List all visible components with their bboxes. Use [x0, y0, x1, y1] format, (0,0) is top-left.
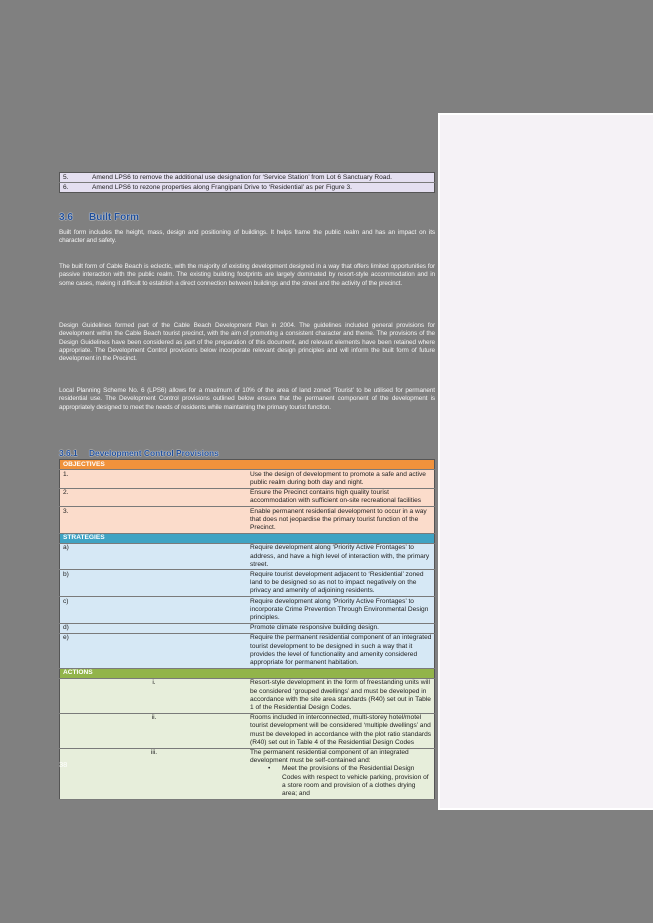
row-number: 1.	[60, 470, 248, 488]
table-row	[60, 570, 435, 597]
body-paragraph: The built form of Cable Beach is eclectic, with the majority of existing development designed in a way that offers limited opportunities for passive interaction with the public realm. The existing building footprints are largely dominated by resort-style accommodation and in some cases, making it difficult to establish a direct connection between buildings and the street and the activity of the precinct.	[59, 263, 435, 287]
subsection-title: Development Control Provisions	[89, 448, 219, 458]
row-number: i.	[60, 678, 248, 713]
row-number: 6.	[60, 183, 90, 193]
body-paragraph: Built form includes the height, mass, design and positioning of buildings. It helps frame the public realm and has an impact on its character and safety.	[59, 229, 435, 245]
row-text: Ensure the Precinct contains high quality tourist accommodation with sufficient on-site recreational facilities	[247, 488, 435, 506]
section-number: 3.6	[59, 212, 73, 223]
row-text: Require tourist development adjacent to ‘Residential’ zoned land to be designed so as not to impact negatively on the privacy and amenity of adjoining residents.	[247, 570, 435, 597]
table-row	[60, 623, 435, 633]
comment-pane[interactable]	[438, 113, 653, 810]
body-paragraph: Design Guidelines formed part of the Cable Beach Development Plan in 2004. The guidelines included general provisions for development within the Cable Beach tourist precinct, with the aim of promoting a consistent character and theme. The provisions of the Design Guidelines have been considered as part of the preparation of this document, and relevant elements have been retained where appropriate. The Development Control provisions below incorporate relevant design principles and will inform the built form of future development in the Precinct.	[59, 322, 435, 363]
page-number: 38	[59, 760, 68, 769]
row-number: 3.	[60, 507, 248, 534]
row-number: a)	[60, 543, 248, 570]
table-row	[60, 183, 435, 193]
table-row	[60, 678, 435, 713]
objectives-header: OBJECTIVES	[60, 460, 435, 470]
bullet-text: Meet the provisions of the Residential Design Codes with respect to vehicle parking, provision of a store room and provision of a clothes drying area; and	[282, 765, 429, 798]
row-number: 2.	[60, 488, 248, 506]
table-row	[60, 488, 435, 506]
row-text: Require development along ‘Priority Active Frontages’ to incorporate Crime Prevention Through Environmental Design principles.	[247, 597, 435, 624]
bullet-item	[250, 765, 432, 798]
objectives-header-row	[60, 460, 435, 470]
recommendations-table	[59, 172, 435, 193]
development-control-table	[59, 459, 435, 800]
row-number: b)	[60, 570, 248, 597]
strategies-header: STRATEGIES	[60, 533, 435, 543]
table-row	[60, 470, 435, 488]
section-heading	[59, 212, 139, 223]
document-page	[56, 0, 438, 923]
row-text: Amend LPS6 to rezone properties along Frangipani Drive to ‘Residential’ as per Figure 3.	[89, 183, 435, 193]
row-text: Resort-style development in the form of freestanding units will be considered ‘grouped dwellings’ and must be developed in accordance with the site area standards (R40) set out in Table 1 of the Residential Design Codes.	[247, 678, 435, 713]
table-row	[60, 748, 435, 799]
actions-header-row	[60, 668, 435, 678]
row-number: ii.	[60, 713, 248, 748]
row-number: d)	[60, 623, 248, 633]
table-row	[60, 713, 435, 748]
row-cell	[247, 748, 435, 799]
row-text: Promote climate responsive building design.	[247, 623, 435, 633]
row-text: The permanent residential component of an integrated development must be self-contained and:	[250, 749, 409, 765]
row-text: Rooms included in interconnected, multi-storey hotel/motel tourist development will be considered ‘multiple dwellings’ and must be developed in accordance with the plot ratio standards (R40) set out in Table 4 of the Residential Design Codes	[247, 713, 435, 748]
subsection-number: 3.6.1	[59, 448, 78, 458]
table-row	[60, 597, 435, 624]
row-text: Require development along ‘Priority Active Frontages’ to address, and have a high level of interaction with, the primary street.	[247, 543, 435, 570]
row-number: iii.	[60, 748, 248, 799]
row-text: Amend LPS6 to remove the additional use designation for ‘Service Station’ from Lot 6 Sanctuary Road.	[89, 173, 435, 183]
bullet-icon: •	[268, 765, 271, 773]
row-text: Require the permanent residential component of an integrated tourist development to be designed in such a way that it provides the level of functionality and amenity considered appropriate for permanent habitation.	[247, 633, 435, 668]
row-text: Enable permanent residential development to occur in a way that does not jeopardise the primary tourist function of the Precinct.	[247, 507, 435, 534]
row-text: Use the design of development to promote a safe and active public realm during both day and night.	[247, 470, 435, 488]
table-row	[60, 633, 435, 668]
row-number: 5.	[60, 173, 90, 183]
actions-header: ACTIONS	[60, 668, 435, 678]
strategies-header-row	[60, 533, 435, 543]
row-number: c)	[60, 597, 248, 624]
subsection-heading	[59, 448, 219, 458]
table-row	[60, 507, 435, 534]
row-number: e)	[60, 633, 248, 668]
table-row	[60, 543, 435, 570]
body-paragraph: Local Planning Scheme No. 6 (LPS6) allows for a maximum of 10% of the area of land zoned ‘Tourist’ to be utilised for permanent residential use. The Development Control provisions outlined below ensure that the permanent component of the development is appropriately designed to meet the needs of residents while maintaining the primary tourist function.	[59, 387, 435, 411]
section-title: Built Form	[89, 212, 139, 223]
table-row	[60, 173, 435, 183]
